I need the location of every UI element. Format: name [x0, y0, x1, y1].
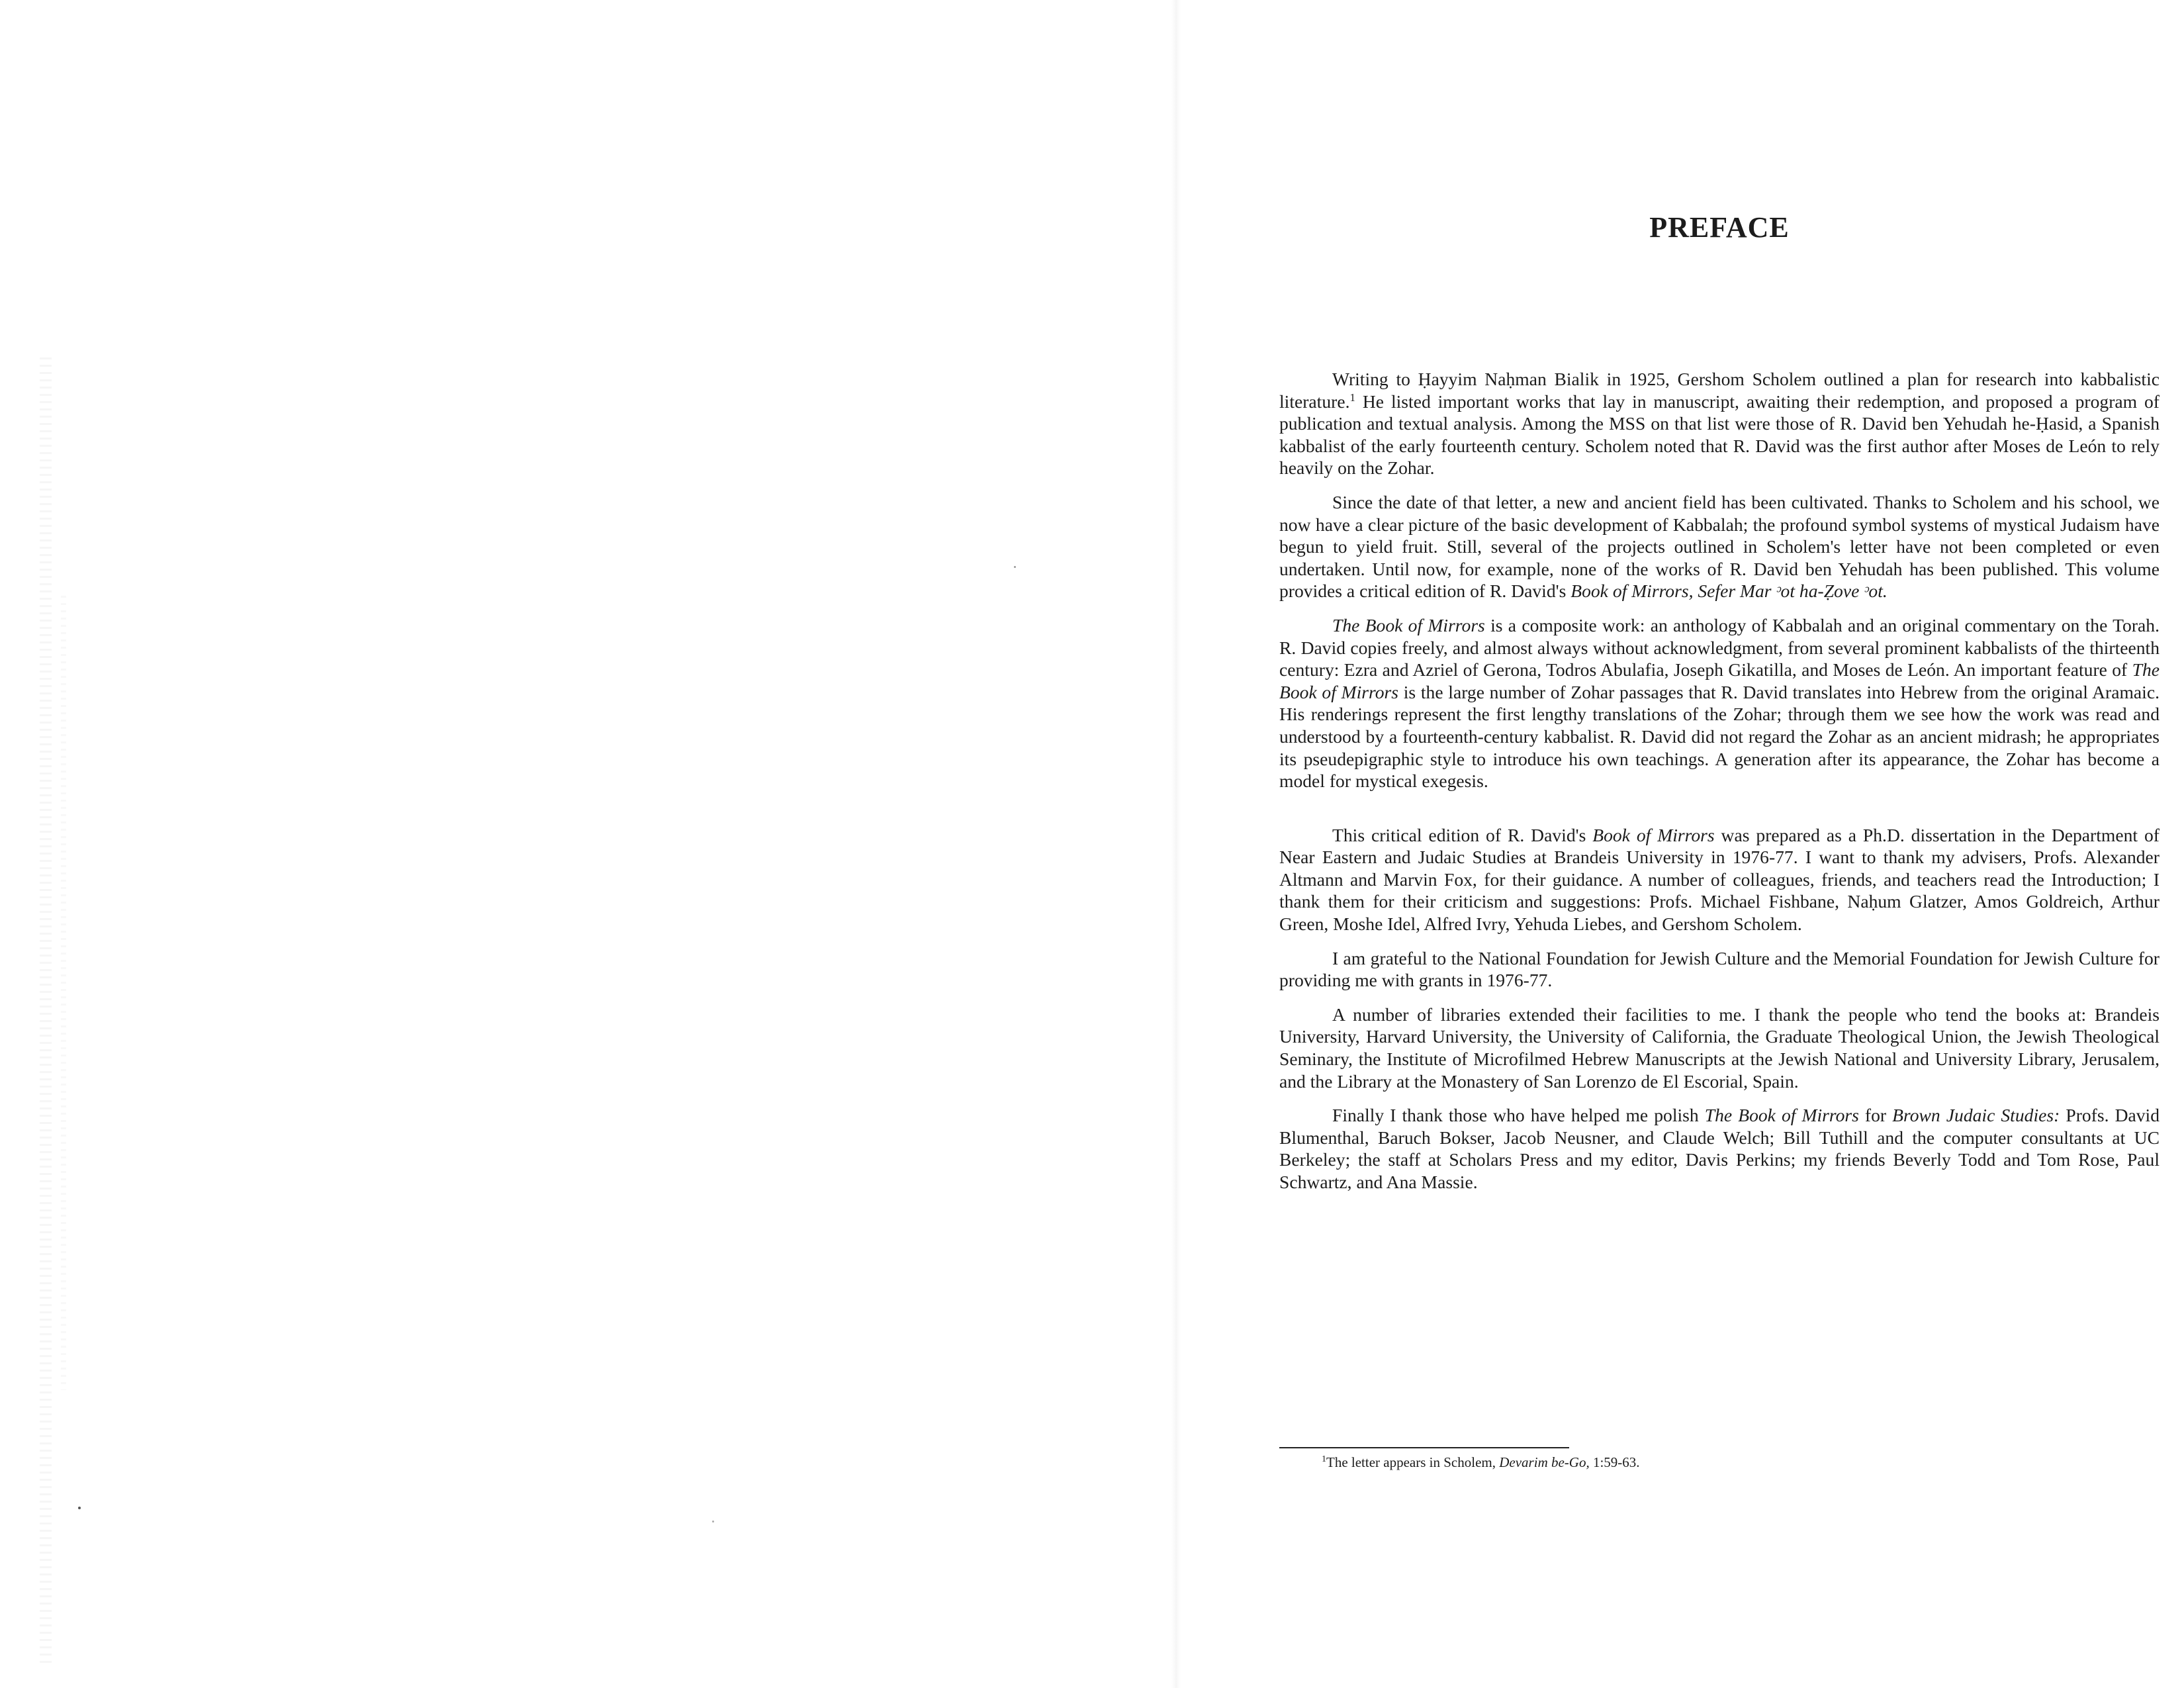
footnote-mark: 1 — [1322, 1454, 1326, 1464]
paragraph-text: Since the date of that letter, a new and ancient field has been cultivated. Thanks to Scholem and his school, we now have a clear picture of the basic development of Kabbalah; the profound symbol systems of mystical Judaism have begun to yield fruit. Still, several of the projects outlined in Scholem's letter have not been completed or even undertaken. Until now, for example, none of the works of R. David ben Yehudah has been published. This volume provides a critical edition of R. David's — [1279, 491, 2160, 602]
footnote-text: The letter appears in Scholem, — [1326, 1454, 1500, 1470]
book-title: The Book of Mirrors — [1279, 659, 2160, 702]
scan-speck — [78, 1507, 81, 1509]
book-title: The Book of Mirrors — [1332, 614, 1485, 635]
paragraph-text: A number of libraries extended their facilities to me. I thank the people who tend the books at: Brandeis University, Harvard University, the University of California, the Graduate Theological Union, the Jewish Theological Seminary, the Institute of Microfilmed Hebrew Manuscripts at the Jewish National and University Library, Jerusalem, and the Library at the Monastery of San Lorenzo de El Escorial, Spain. — [1279, 1004, 2160, 1092]
paragraph-text: I am grateful to the National Foundation for Jewish Culture and the Memorial Foundation for Jewish Culture for providing me with grants in 1976-77. — [1279, 947, 2160, 991]
paragraph-text: Profs. David Blumenthal, Baruch Bokser, Jacob Neusner, and Claude Welch; Bill Tuthill and the computer consultants at UC Berkeley; the staff at Scholars Press and my editor, Davis Perkins; my friends Beverly Todd and Tom Rose, Paul Schwartz, and Ana Massie. — [1279, 1105, 2160, 1192]
paragraph-text: Writing to Ḥayyim Naḥman Bialik in 1925, Gershom Scholem outlined a plan for research into kabbalistic literature. — [1279, 369, 2160, 412]
paragraph-2 — [1279, 491, 2160, 602]
series-title: Brown Judaic Studies: — [1892, 1105, 2060, 1126]
paragraph-text: This critical edition of R. David's — [1332, 824, 1593, 845]
paragraph-text: was prepared as a Ph.D. dissertation in the Department of Near Eastern and Judaic Studies at Brandeis University in 1976-77. I want to thank my advisers, Profs. Alexander Altmann and Marvin Fox, for their guidance. A number of colleagues, friends, and teachers read the Introduction; I thank them for their criticism and suggestions: Profs. Michael Fishbane, Naḥum Glatzer, Amos Goldreich, Arthur Green, Moshe Idel, Alfred Ivry, Yehuda Liebes, and Gershom Scholem. — [1279, 824, 2160, 935]
paragraph-6 — [1279, 1004, 2160, 1092]
book-gutter — [1171, 0, 1181, 1688]
paragraph-text: Finally I thank those who have helped me polish — [1332, 1105, 1705, 1126]
footnote-reference: 1 — [1349, 391, 1355, 404]
paragraph-text: for — [1858, 1105, 1893, 1126]
footnote-text: 1:59-63. — [1589, 1454, 1640, 1470]
footnote-source-title: Devarim be-Go, — [1499, 1454, 1590, 1470]
paragraph-7 — [1279, 1104, 2160, 1193]
scan-artifact — [40, 357, 52, 1668]
footnote-divider — [1279, 1447, 1569, 1448]
paragraph-1 — [1279, 368, 2160, 479]
scan-speck — [712, 1521, 714, 1523]
preface-body — [1279, 368, 2160, 1205]
paragraph-4 — [1279, 824, 2160, 935]
scan-artifact — [61, 596, 66, 1390]
paragraph-text: He listed important works that lay in manuscript, awaiting their redemption, and proposed a program of publication and textual analysis. Among the MSS on that list were those of R. David ben Yehudah he-Ḥasid, a Spanish kabbalist of the early fourteenth century. Scholem noted that R. David was the first author after Moses de León to rely heavily on the Zohar. — [1279, 391, 2160, 479]
book-title: Book of Mirrors — [1592, 824, 1715, 845]
book-title: The Book of Mirrors — [1704, 1105, 1859, 1126]
page-title: PREFACE — [1649, 211, 1790, 244]
scan-speck — [1014, 566, 1016, 568]
paragraph-text: is the large number of Zohar passages that R. David translates into Hebrew from the original Aramaic. His renderings represent the first lengthy translations of the Zohar; through them we see how the work was read and understood by a fourteenth-century kabbalist. R. David did not regard the Zohar as an ancient midrash; he appropriates its pseudepigraphic style to introduce his own teachings. A generation after its appearance, the Zohar has become a model for mystical exegesis. — [1279, 681, 2160, 792]
paragraph-5 — [1279, 947, 2160, 992]
paragraph-text: is a composite work: an anthology of Kabbalah and an original commentary on the Torah. R. David copies freely, and almost always without acknowledgment, from several prominent kabbalists of the thirteenth century: Ezra and Azriel of Gerona, Todros Abulafia, Joseph Gikatilla, and Moses de León. An important feature of — [1279, 614, 2160, 680]
paragraph-3 — [1279, 614, 2160, 792]
preface-page — [1279, 0, 2160, 1688]
footnote — [1322, 1454, 2160, 1471]
book-title: Book of Mirrors, Sefer Mar ᵓot ha-Ẓove ᵓot. — [1570, 581, 1888, 602]
